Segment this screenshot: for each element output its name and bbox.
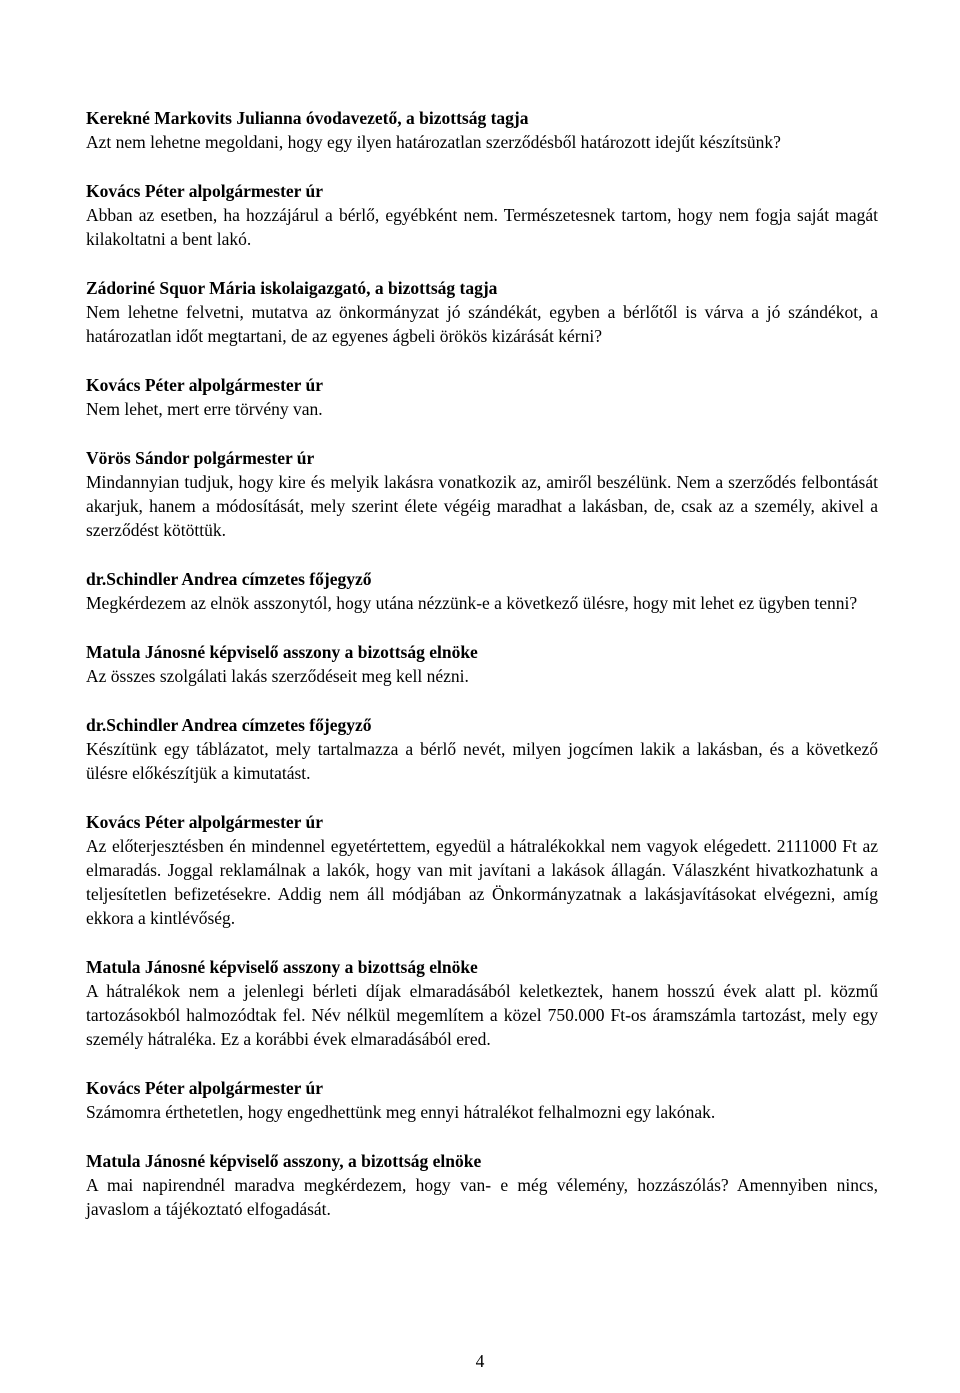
speaker-name: Vörös Sándor polgármester úr	[86, 448, 315, 468]
speaker-name: Matula Jánosné képviselő asszony a bizottság elnöke	[86, 957, 478, 977]
speech-text: Megkérdezem az elnök asszonytól, hogy utána nézzünk-e a következő ülésre, hogy mit lehet ez ügyben tenni?	[86, 593, 858, 613]
speech-text: Azt nem lehetne megoldani, hogy egy ilyen határozatlan szerződésből határozott idejűt készítsünk?	[86, 132, 781, 152]
speech-text: Mindannyian tudjuk, hogy kire és melyik lakásra vonatkozik az, amiről beszélünk. Nem a szerződés felbontását akarjuk, hanem a módosítását, mely szerint élete végéig maradhat a lakásban, de, csak az a személy, akivel a szerződést kötöttük.	[86, 472, 878, 540]
statement-block	[86, 373, 878, 421]
speech-text: Nem lehetne felvetni, mutatva az önkormányzat jó szándékát, egyben a bérlőtől is várva a jó szándékot, a határozatlan időt megtartani, de az egyenes ágbeli örökös kizárását kérni?	[86, 302, 878, 346]
statement-block	[86, 713, 878, 785]
statement-block	[86, 955, 878, 1051]
statement-block	[86, 640, 878, 688]
speaker-name: dr.Schindler Andrea címzetes főjegyző	[86, 569, 372, 589]
speech-text: A hátralékok nem a jelenlegi bérleti díjak elmaradásából keletkeztek, hanem hosszú évek alatt pl. közmű tartozásokból halmozódtak fel. Név nélkül megemlítem a közel 750.000 Ft-os áramszámla tartozást, mely egy személy hátraléka. Ez a korábbi évek elmaradásából ered.	[86, 981, 878, 1049]
speech-text: Az előterjesztésben én mindennel egyetértettem, egyedül a hátralékokkal nem vagyok elégedett. 2111000 Ft az elmaradás. Joggal reklamálnak a lakók, hogy van mit javítani a lakások állagán. Válaszként hivatkozhatunk a teljesítetlen befizetésekre. Addig nem áll módjában az Önkormányzatnak a lakásjavításokat elvégezni, amíg ekkora a kintlévőség.	[86, 836, 878, 928]
speaker-name: Kovács Péter alpolgármester úr	[86, 181, 323, 201]
speaker-name: Matula Jánosné képviselő asszony, a bizottság elnöke	[86, 1151, 482, 1171]
page-number: 4	[475, 1351, 485, 1371]
speaker-name: Matula Jánosné képviselő asszony a bizottság elnöke	[86, 642, 478, 662]
statement-block	[86, 446, 878, 542]
statement-block	[86, 1076, 878, 1124]
statement-block	[86, 106, 878, 154]
speaker-name: Kerekné Markovits Julianna óvodavezető, a bizottság tagja	[86, 108, 529, 128]
speech-text: Számomra érthetetlen, hogy engedhettünk meg ennyi hátralékot felhalmozni egy lakónak.	[86, 1102, 716, 1122]
speech-text: Nem lehet, mert erre törvény van.	[86, 399, 323, 419]
speaker-name: Kovács Péter alpolgármester úr	[86, 812, 323, 832]
statement-block	[86, 1149, 878, 1221]
speaker-name: dr.Schindler Andrea címzetes főjegyző	[86, 715, 372, 735]
speaker-name: Kovács Péter alpolgármester úr	[86, 375, 323, 395]
statement-block	[86, 567, 878, 615]
speech-text: A mai napirendnél maradva megkérdezem, hogy van- e még vélemény, hozzászólás? Amennyiben nincs, javaslom a tájékoztató elfogadását.	[86, 1175, 878, 1219]
speech-text: Abban az esetben, ha hozzájárul a bérlő, egyébként nem. Természetesnek tartom, hogy nem fogja saját magát kilakoltatni a bent lakó.	[86, 205, 878, 249]
speaker-name: Zádoriné Squor Mária iskolaigazgató, a bizottság tagja	[86, 278, 498, 298]
statement-block	[86, 179, 878, 251]
speaker-name: Kovács Péter alpolgármester úr	[86, 1078, 323, 1098]
document-body	[86, 106, 878, 1246]
statement-block	[86, 276, 878, 348]
speech-text: Az összes szolgálati lakás szerződéseit meg kell nézni.	[86, 666, 469, 686]
speech-text: Készítünk egy táblázatot, mely tartalmazza a bérlő nevét, milyen jogcímen lakik a lakásban, és a következő ülésre előkészítjük a kimutatást.	[86, 739, 878, 783]
statement-block	[86, 810, 878, 930]
